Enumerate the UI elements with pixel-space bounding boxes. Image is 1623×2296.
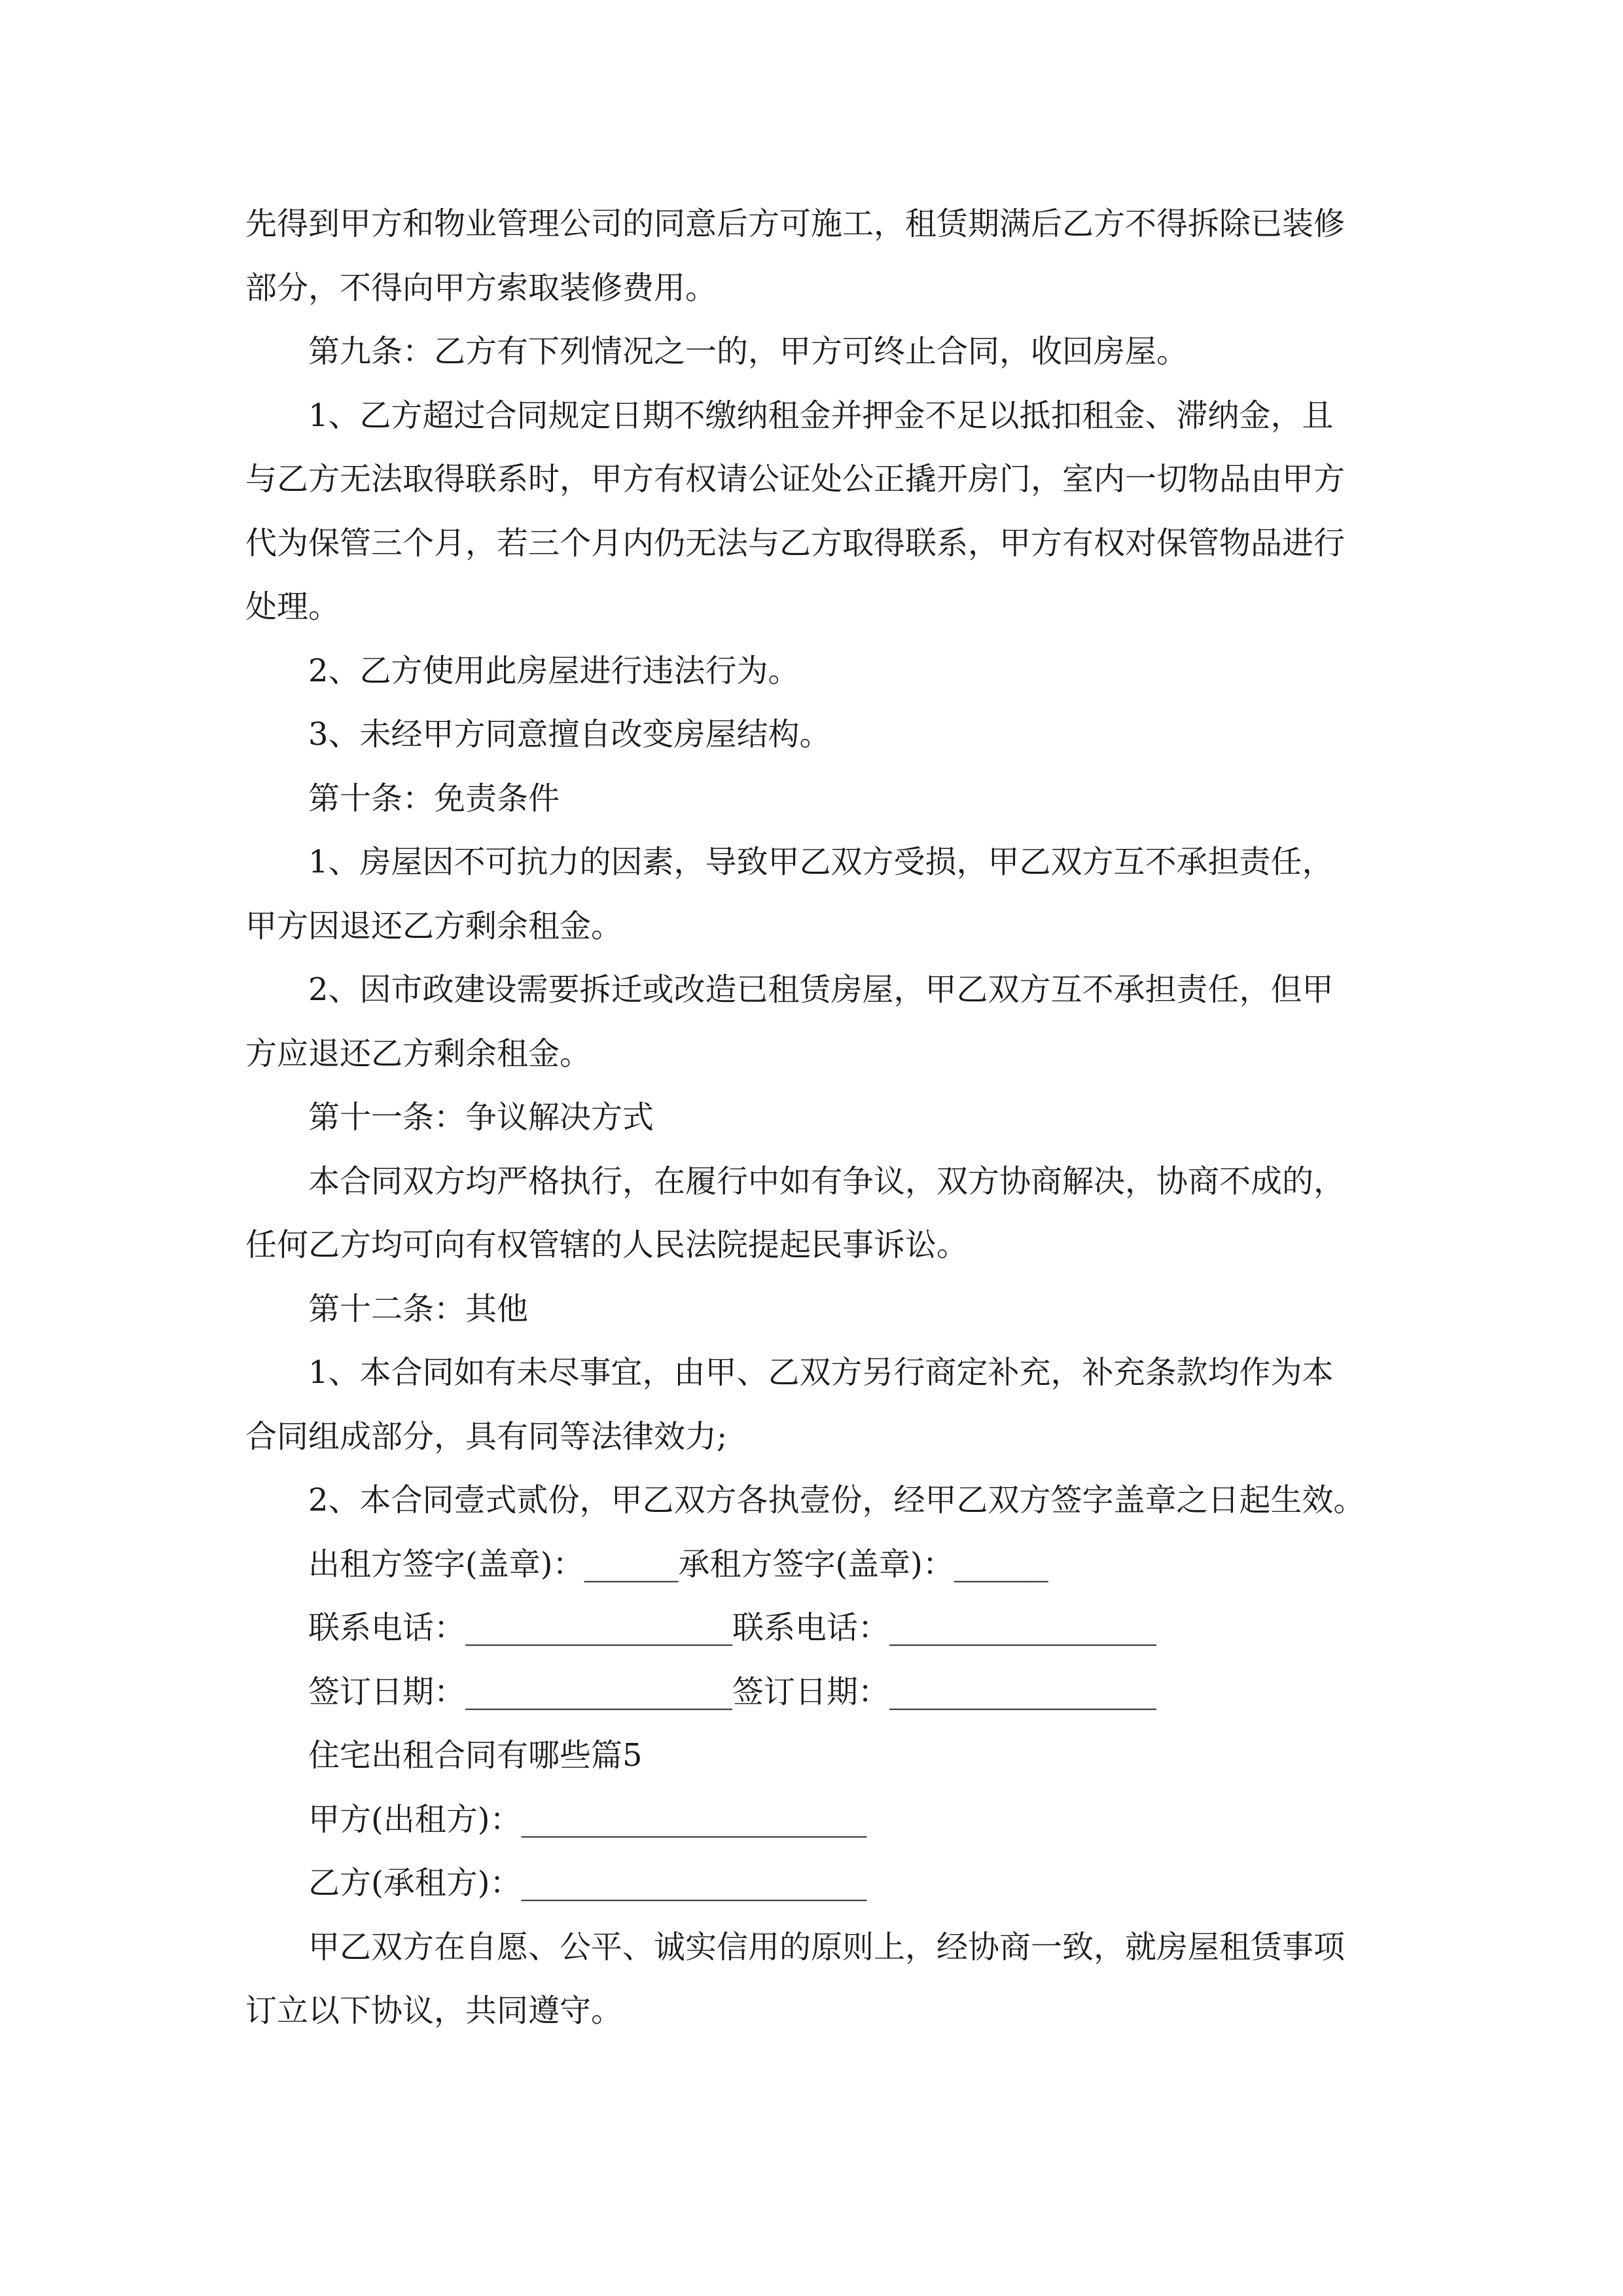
article-9-heading: 第九条：乙方有下列情况之一的，甲方可终止合同，收回房屋。 xyxy=(308,333,1188,370)
text-line: 代为保管三个月，若三个月内仍无法与乙方取得联系，甲方有权对保管物品进行 xyxy=(245,524,1346,562)
article-10-heading: 第十条：免责条件 xyxy=(308,780,560,817)
text-line: 本合同双方均严格执行，在履行中如有争议，双方协商解决，协商不成的， xyxy=(308,1162,1346,1200)
text-line: 甲乙双方在自愿、公平、诚实信用的原则上，经协商一致，就房屋租赁事项 xyxy=(308,1928,1346,1965)
text-line: 任何乙方均可向有权管辖的人民法院提起民事诉讼。 xyxy=(245,1227,969,1263)
text-line: 2、乙方使用此房屋进行违法行为。 xyxy=(308,652,800,689)
text-line: 3、未经甲方同意擅自改变房屋结构。 xyxy=(308,716,831,753)
text-line: 处理。 xyxy=(245,588,340,625)
section-title: 住宅出租合同有哪些篇5 xyxy=(308,1737,643,1774)
party-a-line: 甲方(出租方)：______________________ xyxy=(308,1801,867,1838)
text-line: 与乙方无法取得联系时，甲方有权请公证处公正撬开房门，室内一切物品由甲方 xyxy=(245,461,1346,497)
party-b-line: 乙方(承租方)：______________________ xyxy=(308,1865,867,1901)
text-line: 先得到甲方和物业管理公司的同意后方可施工，租赁期满后乙方不得拆除已装修 xyxy=(245,206,1346,242)
text-line: 甲方因退还乙方剩余租金。 xyxy=(245,907,623,944)
phone-line: 联系电话：_________________联系电话：_________________ xyxy=(308,1609,1157,1646)
text-line: 订立以下协议，共同遵守。 xyxy=(245,1992,623,2029)
text-line: 2、本合同壹式贰份，甲乙双方各执壹份，经甲乙双方签字盖章之日起生效。 xyxy=(308,1482,1365,1518)
text-line: 1、房屋因不可抗力的因素，导致甲乙双方受损，甲乙双方互不承担责任， xyxy=(308,844,1334,880)
text-line: 1、本合同如有未尽事宜，由甲、乙双方另行商定补充，补充条款均作为本 xyxy=(308,1354,1334,1391)
contract-body xyxy=(245,192,1397,2043)
article-12-heading: 第十二条：其他 xyxy=(308,1290,529,1327)
article-11-heading: 第十一条：争议解决方式 xyxy=(308,1099,654,1136)
text-line: 1、乙方超过合同规定日期不缴纳租金并押金不足以抵扣租金、滞纳金，且 xyxy=(308,397,1334,434)
text-line: 合同组成部分，具有同等法律效力; xyxy=(245,1418,728,1455)
text-line: 部分，不得向甲方索取装修费用。 xyxy=(245,269,717,306)
text-line: 方应退还乙方剩余租金。 xyxy=(245,1035,592,1072)
text-line: 2、因市政建设需要拆迁或改造已租赁房屋，甲乙双方互不承担责任，但甲 xyxy=(308,971,1334,1008)
date-line: 签订日期：_________________签订日期：_________________ xyxy=(308,1673,1157,1710)
signature-line: 出租方签字(盖章)：______承租方签字(盖章)：______ xyxy=(308,1545,1048,1583)
